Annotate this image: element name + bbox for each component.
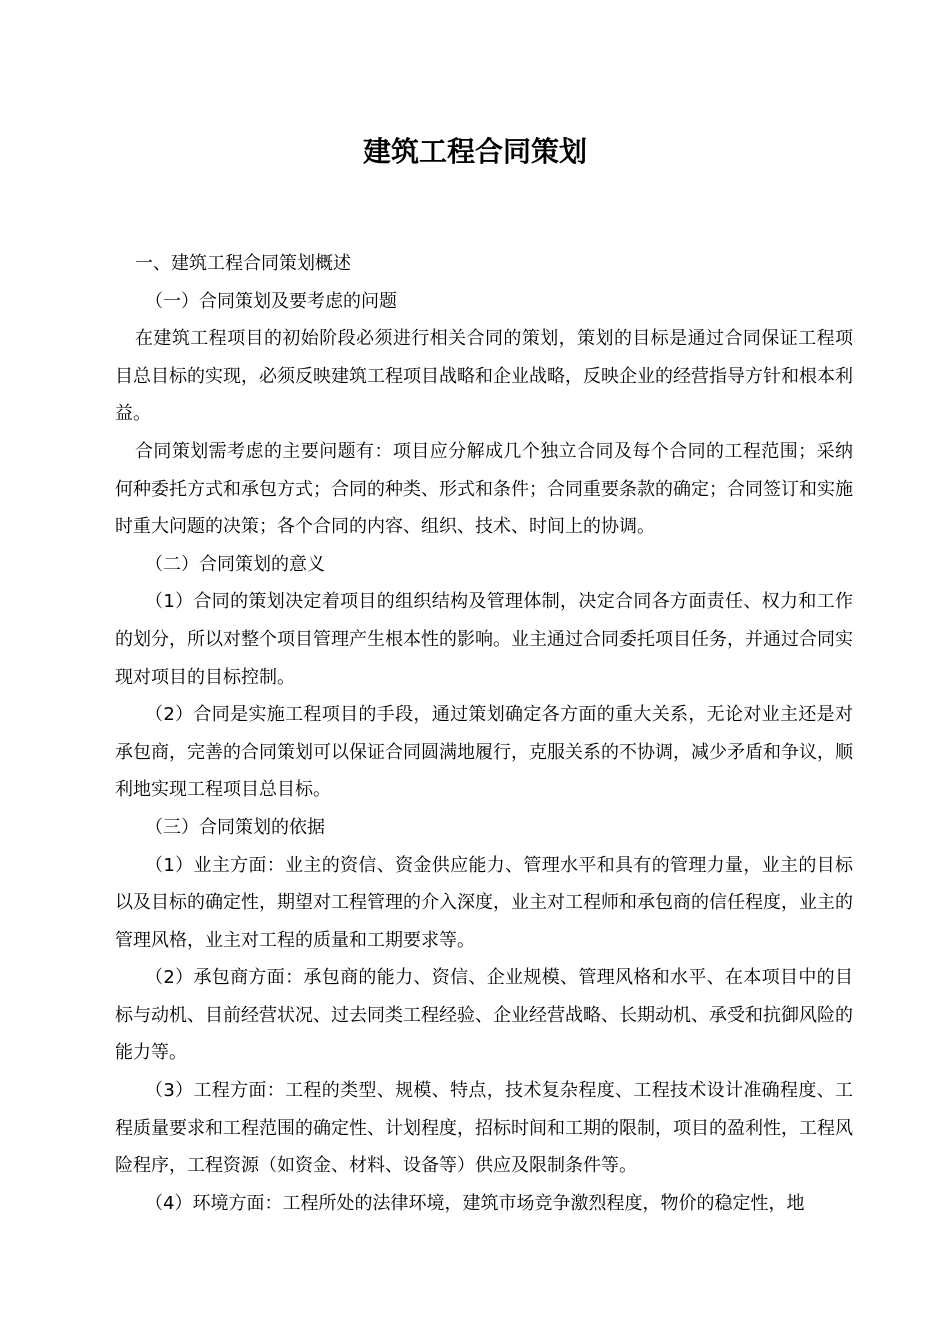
paragraph: 合同策划需考虑的主要问题有：项目应分解成几个独立合同及每个合同的工程范围；采纳何种委托方式和承包方式；合同的种类、形式和条件；合同重要条款的确定；合同签订和实施时重大问题的决策；各个合同的内容、组织、技术、时间上的协调。 (115, 440, 853, 538)
numbered-paragraph: （4）环境方面：工程所处的法律环境，建筑市场竞争激烈程度，物价的稳定性，地 (145, 1192, 805, 1214)
numbered-paragraph: （3）工程方面：工程的类型、规模、特点，技术复杂程度、工程技术设计准确程度、工程质量要求和工程范围的确定性、计划程度，招标时间和工期的限制，项目的盈利性，工程风险程序，工程资源（如资金、材料、设备等）供应及限制条件等。 (115, 1080, 853, 1177)
subsection-heading: （一）合同策划及要考虑的问题 (145, 290, 397, 312)
paragraph: 在建筑工程项目的初始阶段必须进行相关合同的策划，策划的目标是通过合同保证工程项目总目标的实现，必须反映建筑工程项目战略和企业战略，反映企业的经营指导方针和根本利益。 (115, 328, 853, 425)
numbered-paragraph: （1）业主方面：业主的资信、资金供应能力、管理水平和具有的管理力量，业主的目标以及目标的确定性，期望对工程管理的介入深度，业主对工程师和承包商的信任程度，业主的管理风格，业主对工程的质量和工期要求等。 (115, 854, 853, 951)
document-title: 建筑工程合同策划 (362, 135, 587, 168)
section-heading: 一、建筑工程合同策划概述 (135, 253, 351, 274)
numbered-paragraph: （2）合同是实施工程项目的手段，通过策划确定各方面的重大关系，无论对业主还是对承包商，完善的合同策划可以保证合同圆满地履行，克服关系的不协调，减少矛盾和争议，顺利地实现工程项目总目标。 (115, 704, 853, 801)
numbered-paragraph: （2）承包商方面：承包商的能力、资信、企业规模、管理风格和水平、在本项目中的目标与动机、目前经营状况、过去同类工程经验、企业经营战略、长期动机、承受和抗御风险的能力等。 (115, 967, 853, 1064)
numbered-paragraph: （1）合同的策划决定着项目的组织结构及管理体制，决定合同各方面责任、权力和工作的划分，所以对整个项目管理产生根本性的影响。业主通过合同委托项目任务，并通过合同实现对项目的目标控制。 (115, 591, 853, 688)
subsection-heading: （二）合同策划的意义 (145, 553, 325, 575)
subsection-heading: （三）合同策划的依据 (145, 816, 325, 838)
document-body (115, 245, 853, 1222)
